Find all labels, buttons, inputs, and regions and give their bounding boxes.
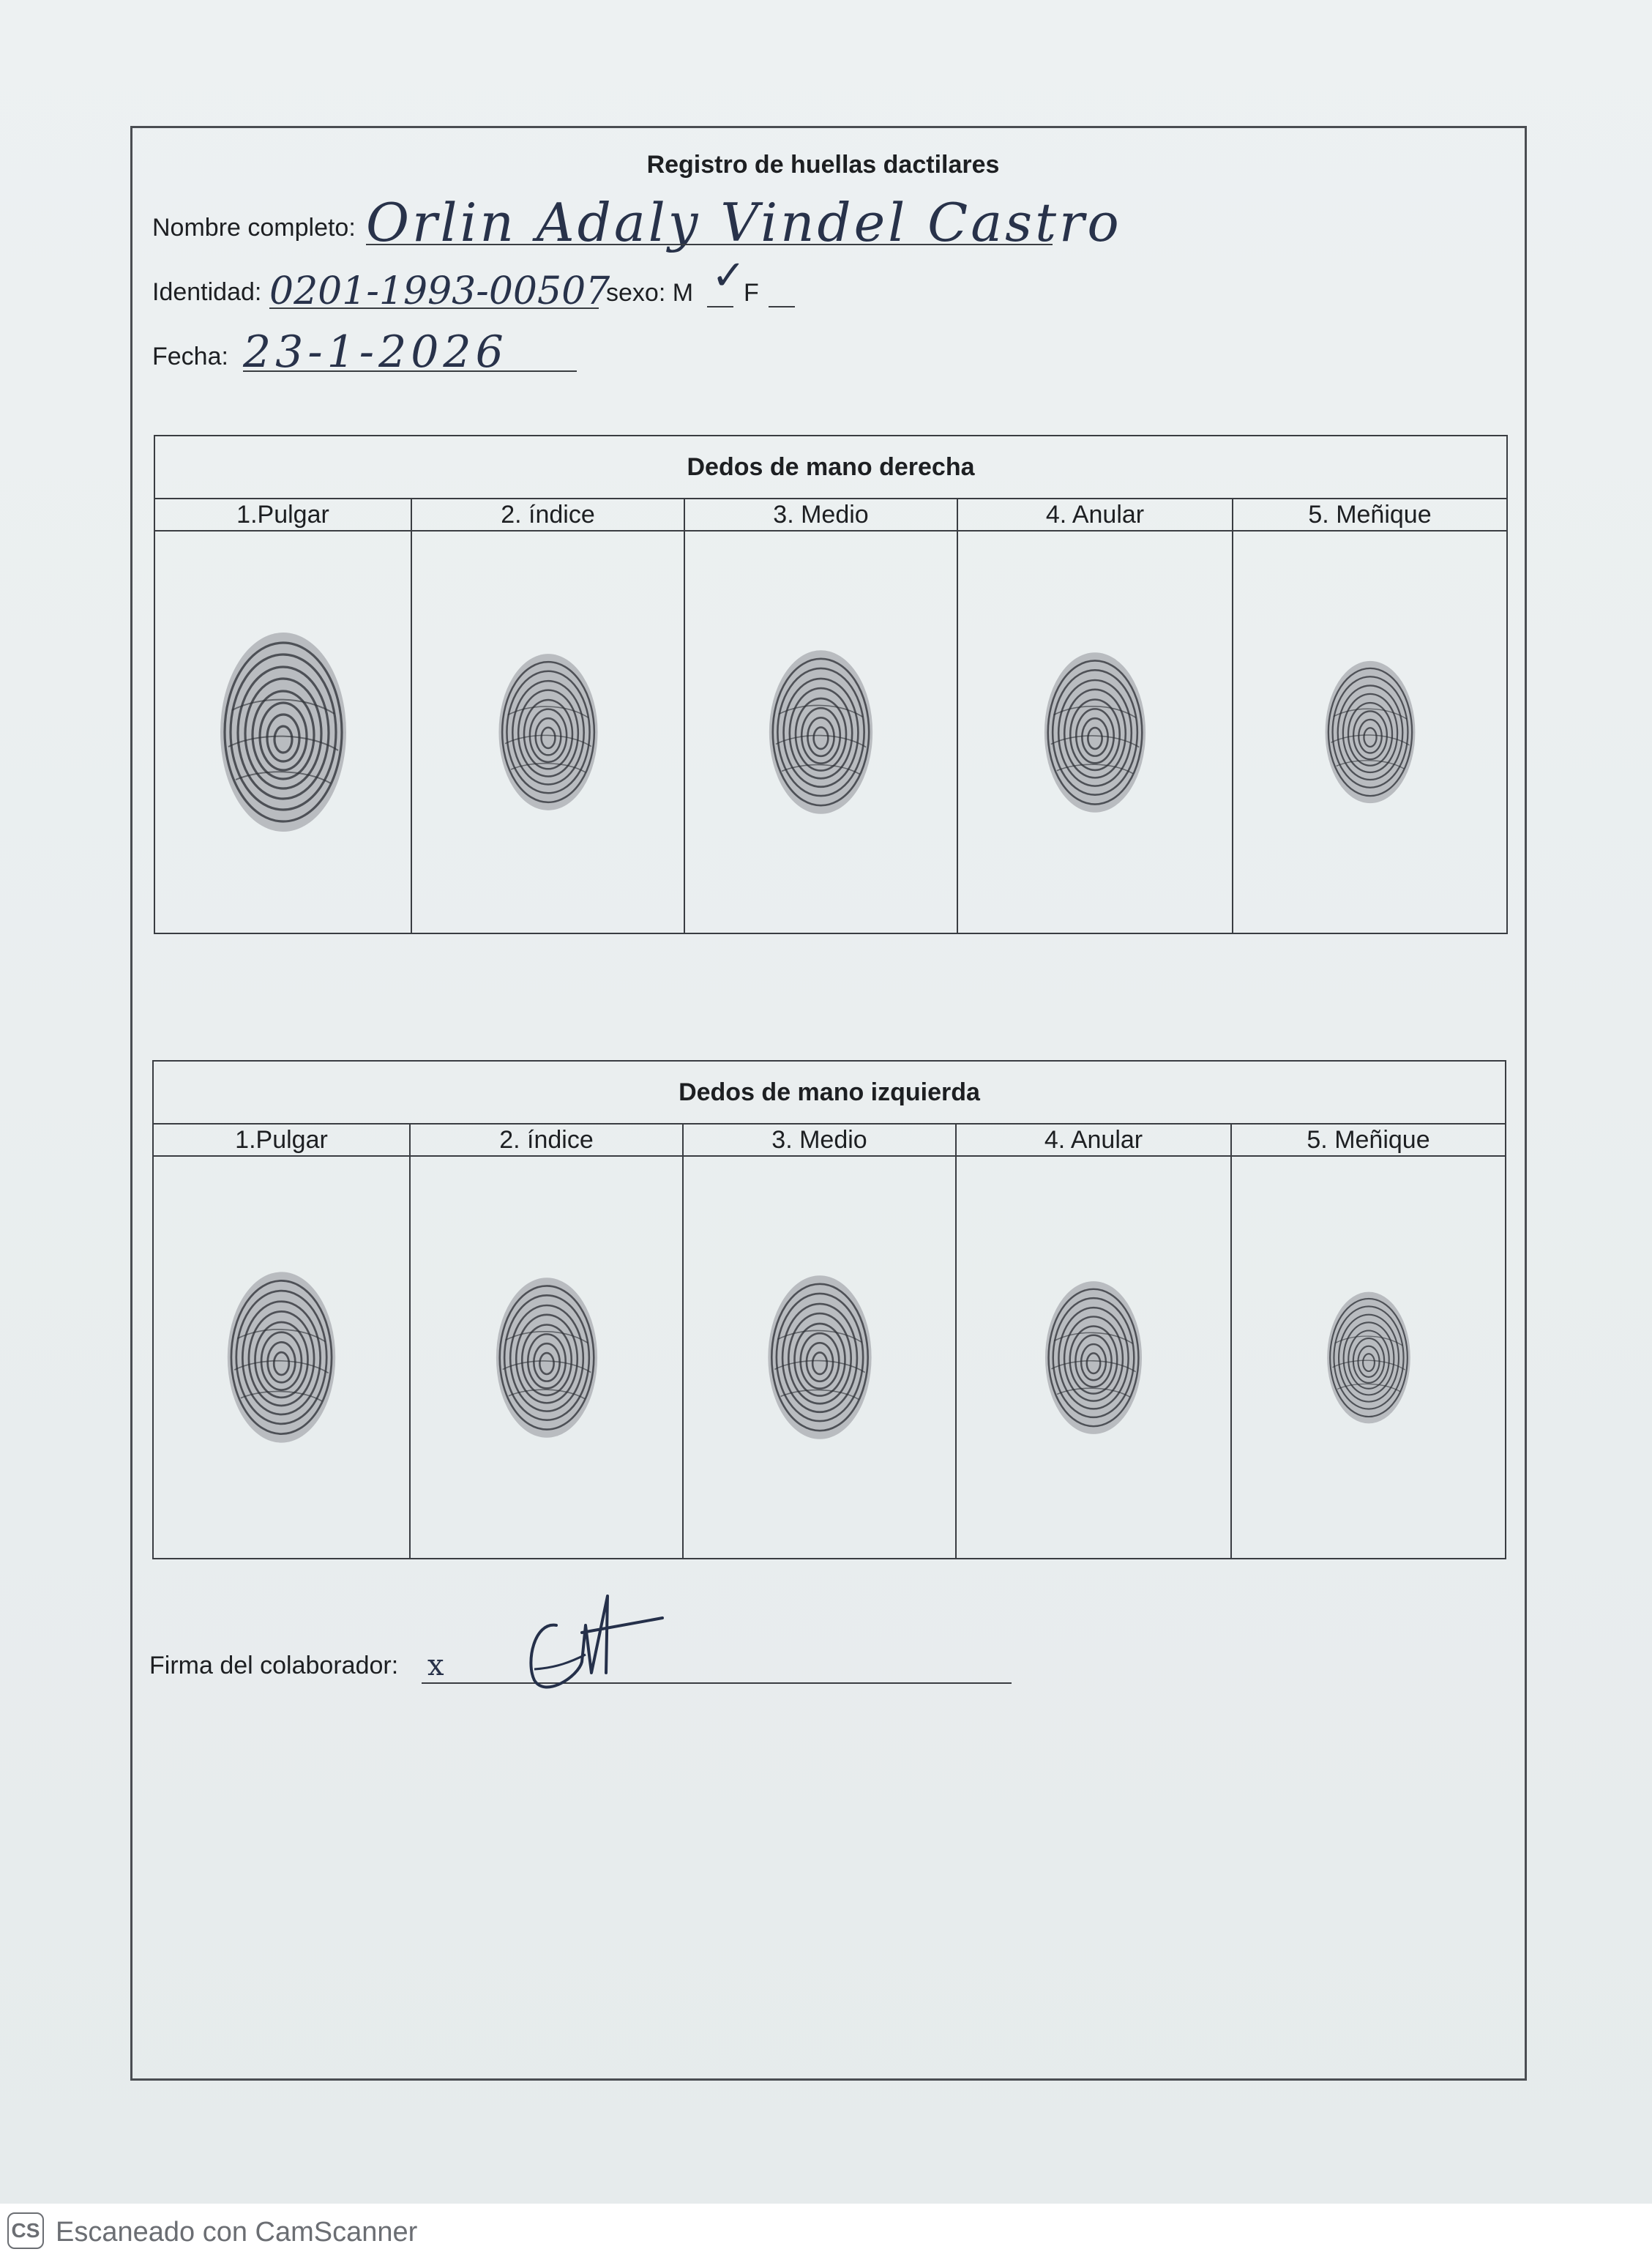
right-pinky-cell (1233, 531, 1507, 933)
id-label: Identidad: (152, 278, 262, 306)
scanner-footer (0, 2204, 1652, 2260)
name-label: Nombre completo: (152, 214, 356, 242)
right-col-middle: 3. Medio (684, 499, 957, 531)
name-value: Orlin Adaly Vindel Castro (366, 192, 1122, 253)
fingerprint-icon (1042, 1279, 1145, 1436)
signature-x: x (427, 1649, 444, 1682)
fingerprint-icon (493, 652, 603, 813)
signature-label: Firma del colaborador: (149, 1652, 399, 1679)
right-index-cell (411, 531, 684, 933)
right-hand-table (154, 435, 1508, 934)
sex-check-mark: ✓ (711, 252, 746, 299)
fingerprint-icon (760, 648, 881, 816)
camscanner-logo: CS (7, 2212, 44, 2249)
id-value: 0201-1993-00507 (269, 269, 610, 313)
fingerprint-icon (765, 1273, 875, 1442)
right-col-ring: 4. Anular (957, 499, 1233, 531)
fingerprint-icon (1036, 650, 1154, 815)
camscanner-text: Escaneado con CamScanner (56, 2217, 418, 2248)
left-col-ring: 4. Anular (956, 1124, 1231, 1156)
left-col-middle: 3. Medio (683, 1124, 956, 1156)
fingerprint-icon (492, 1275, 602, 1440)
sex-f-label: F (744, 279, 759, 307)
sex-label: sexo: M (606, 279, 694, 307)
left-thumb-cell (153, 1156, 410, 1559)
left-pinky-cell (1231, 1156, 1506, 1559)
fingerprint-icon (1323, 659, 1418, 805)
right-hand-title: Dedos de mano derecha (154, 436, 1507, 499)
date-value: 23-1-2026 (243, 327, 508, 378)
fingerprint-icon (1321, 1290, 1416, 1425)
right-col-pinky: 5. Meñique (1233, 499, 1507, 531)
sex-m-underline (707, 306, 733, 307)
right-col-thumb: 1.Pulgar (154, 499, 411, 531)
signature-line (422, 1682, 1012, 1684)
sex-f-underline (769, 306, 795, 307)
fingerprint-icon (217, 630, 349, 835)
right-col-index: 2. índice (411, 499, 684, 531)
date-label: Fecha: (152, 343, 228, 370)
left-col-pinky: 5. Meñique (1231, 1124, 1506, 1156)
fingerprint-icon (221, 1269, 342, 1445)
left-ring-cell (956, 1156, 1231, 1559)
left-col-index: 2. índice (410, 1124, 683, 1156)
left-col-thumb: 1.Pulgar (153, 1124, 410, 1156)
left-index-cell (410, 1156, 683, 1559)
left-hand-title: Dedos de mano izquierda (153, 1061, 1506, 1124)
date-underline (243, 370, 577, 372)
form-title: Registro de huellas dactilares (646, 151, 1000, 179)
signature-icon (512, 1581, 673, 1691)
id-underline (269, 307, 599, 309)
right-middle-cell (684, 531, 957, 933)
right-ring-cell (957, 531, 1233, 933)
name-underline (366, 244, 1053, 245)
right-thumb-cell (154, 531, 411, 933)
left-hand-table (152, 1060, 1506, 1559)
left-middle-cell (683, 1156, 956, 1559)
